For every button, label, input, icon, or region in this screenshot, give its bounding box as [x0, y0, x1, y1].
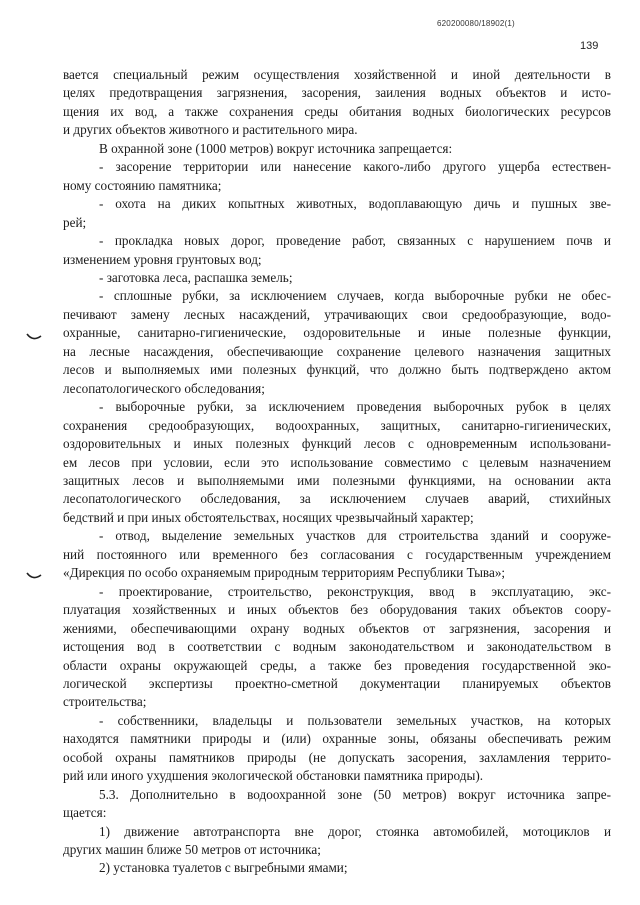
- text-line: - заготовка леса, распашка земель;: [99, 269, 293, 285]
- margin-mark: [26, 332, 42, 342]
- document-id: 620200080/18902(1): [437, 19, 515, 28]
- text-line: истощения вод в соответствии с водным законодательством и законодательством в: [63, 639, 611, 655]
- text-line: охранные, санитарно-гигиенические, оздоровительные и иные полезные функции,: [63, 325, 611, 341]
- page-number: 139: [580, 40, 599, 52]
- text-line: ем лесов при условии, если это использование совместимо с целевым назначением: [63, 454, 611, 470]
- margin-mark: [26, 571, 42, 581]
- text-line: - прокладка новых дорог, проведение работ, связанных с нарушением почв и: [99, 233, 611, 249]
- text-line: щения их вод, а также сохранения среды обитания водных биологических ресурсов: [63, 103, 611, 119]
- text-line: - отвод, выделение земельных участков для строительства зданий и сооруже-: [99, 528, 611, 544]
- text-line: - охота на диких копытных животных, водоплавающую дичь и пушных зве-: [99, 196, 611, 212]
- text-line: особой охраны памятников природы (не допускать засорения, захламления террито-: [63, 749, 611, 765]
- text-line: ний постоянного или временного без согласования с государственным учреждением: [63, 546, 611, 562]
- text-line: - проектирование, строительство, реконструкция, ввод в эксплуатацию, экс-: [99, 583, 611, 599]
- text-line: изменением уровня грунтовых вод;: [63, 251, 262, 267]
- text-line: - сплошные рубки, за исключением случаев, когда выборочные рубки не обес-: [99, 288, 611, 304]
- text-line: логической экспертизы проектно-сметной документации планируемых объектов: [63, 675, 611, 691]
- text-line: - собственники, владельцы и пользователи земельных участков, на которых: [99, 712, 611, 728]
- text-line: печивают замену лесных насаждений, утрачивающих свои средообразующие, водо-: [63, 306, 611, 322]
- text-line: области охраны окружающей среды, а также без проведения государственной эко-: [63, 657, 611, 673]
- text-line: ному состоянию памятника;: [63, 177, 222, 193]
- text-line: 1) движение автотранспорта вне дорог, стоянка автомобилей, мотоциклов и: [99, 823, 611, 839]
- text-line: других машин ближе 50 метров от источника;: [63, 842, 321, 858]
- text-line: оздоровительных и иных полезных функций лесов с одновременным использовани-: [63, 436, 611, 452]
- text-line: находятся памятники природы и (или) охранные зоны, обязаны обеспечивать режим: [63, 731, 611, 747]
- text-line: «Дирекция по особо охраняемым природным территориям Республики Тыва»;: [63, 565, 506, 581]
- text-line: рей;: [63, 214, 87, 230]
- text-line: - засорение территории или нанесение какого-либо другого ущерба естествен-: [99, 159, 611, 175]
- text-line: щается:: [63, 805, 107, 821]
- text-line: плуатация хозяйственных и иных объектов без оборудования таких объектов соору-: [63, 602, 611, 618]
- text-line: В охранной зоне (1000 метров) вокруг источника запрещается:: [99, 140, 453, 156]
- text-line: целях предотвращения загрязнения, засорения, заиления водных объектов и исто-: [63, 85, 611, 101]
- text-line: лесопатологического обследования;: [63, 380, 265, 396]
- document-body: [63, 66, 611, 878]
- text-line: на лесные насаждения, обеспечивающие сохранение целевого назначения защитных: [63, 343, 611, 359]
- text-line: сохранения средообразующих, водоохранных, защитных, санитарно-гигиенических,: [63, 417, 611, 433]
- text-line: бедствий и при иных обстоятельствах, носящих чрезвычайный характер;: [63, 509, 474, 525]
- text-line: вается специальный режим осуществления хозяйственной и иной деятельности в: [63, 67, 611, 82]
- text-line: защитных лесов и выполняемыми ими полезными функциями, на основании акта: [63, 472, 611, 488]
- text-line: 2) установка туалетов с выгребными ямами;: [99, 860, 348, 876]
- text-line: - выборочные рубки, за исключением проведения выборочных рубок в целях: [99, 399, 611, 415]
- text-line: строительства;: [63, 694, 147, 710]
- text-line: лесов и выполняемых ими полезных функций, что должно быть подтверждено актом: [63, 362, 611, 378]
- text-line: лесопатологического обследования, за исключением случаев аварий, стихийных: [63, 491, 611, 507]
- text-line: рий или иного ухудшения экологической обстановки памятника природы).: [63, 768, 484, 784]
- text-line: и других объектов животного и растительного мира.: [63, 122, 358, 138]
- text-line: 5.3. Дополнительно в водоохранной зоне (50 метров) вокруг источника запре-: [99, 786, 611, 802]
- text-line: жениями, обеспечивающими охрану водных объектов от загрязнения, засорения и: [63, 620, 611, 636]
